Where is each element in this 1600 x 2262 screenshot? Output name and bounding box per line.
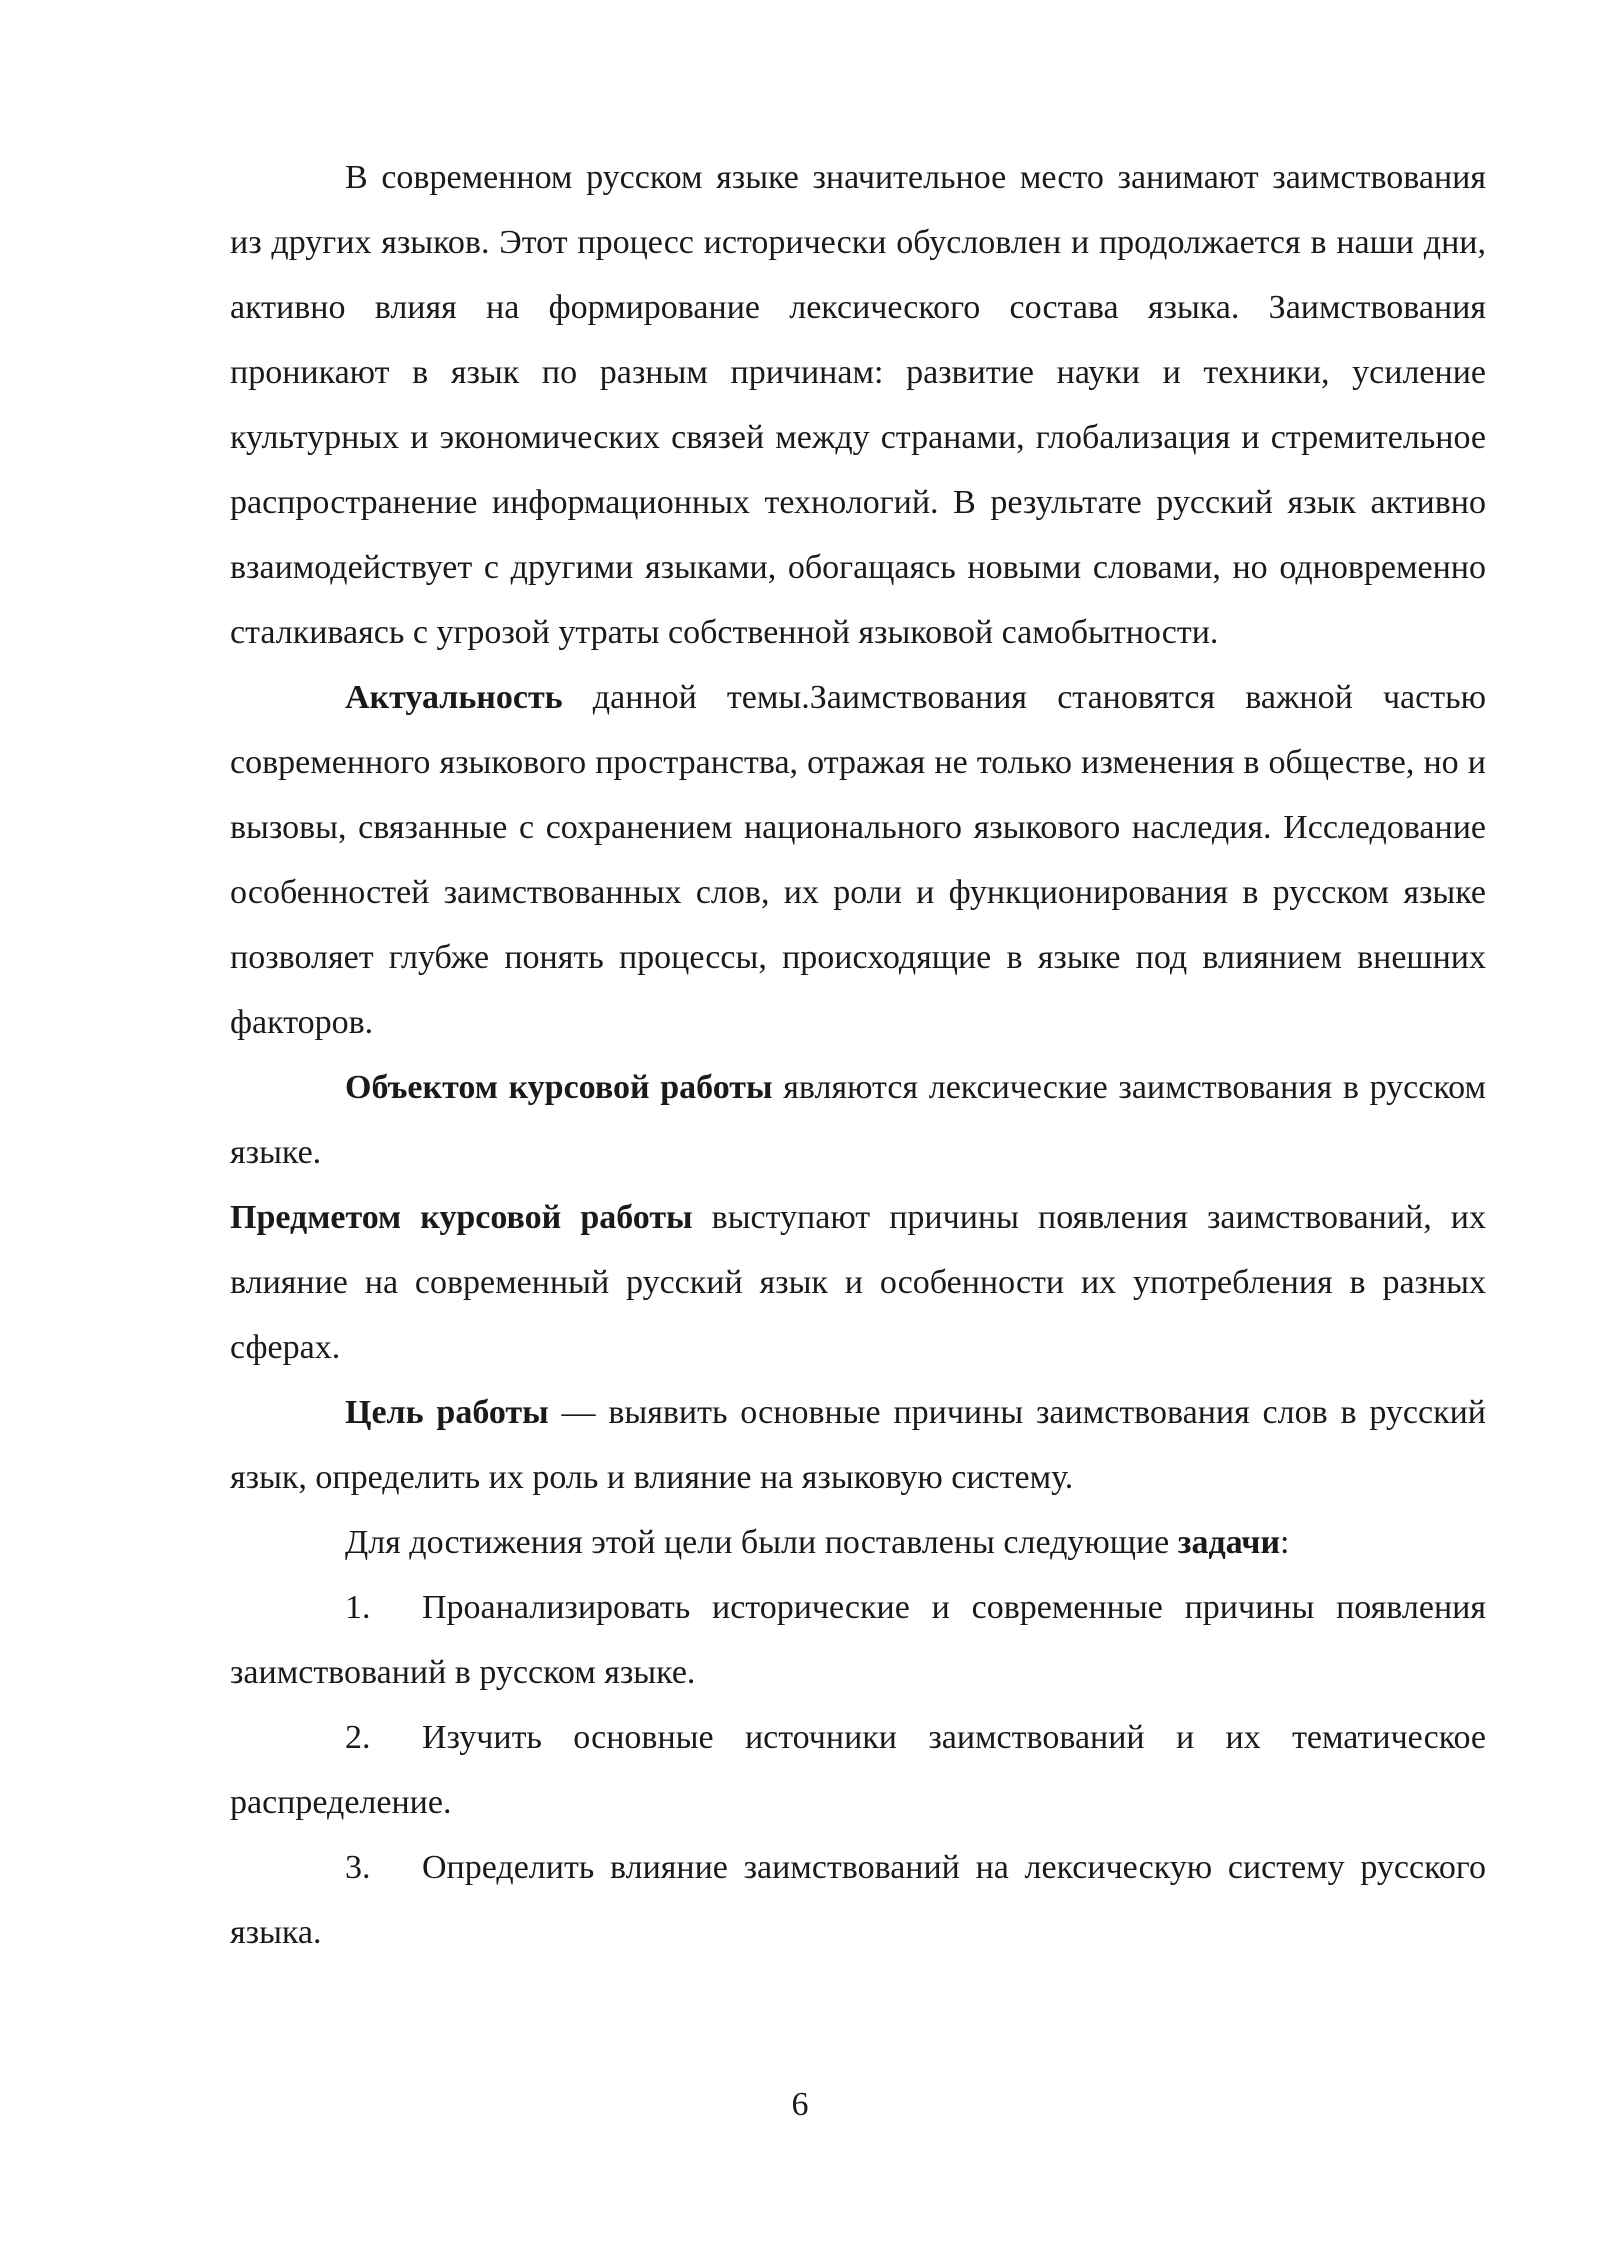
task-item-1 [230,1575,1486,1705]
task-number: 1. [345,1589,371,1626]
relevance-paragraph [230,665,1486,1055]
subject-paragraph [230,1185,1486,1380]
task-number: 2. [345,1719,371,1756]
object-text: являются лексические заимствования в русском языке. [230,1069,1486,1171]
page-number: 6 [791,2086,809,2123]
task-text: Проанализировать исторические и современные причины появления заимствований в русском языке. [230,1589,1486,1691]
tasks-intro-text: Для достижения этой цели были поставлены следующие [345,1524,1178,1561]
task-item-3 [230,1835,1486,1965]
task-number: 3. [345,1849,371,1886]
tasks-heading: задачи [1177,1524,1281,1561]
object-heading: Объектом курсовой работы [345,1069,773,1106]
relevance-text: данной темы.Заимствования становятся важной частью современного языкового пространства, отражая не только изменения в обществе, но и вызовы, связанные с сохранением национального языкового наследия. Исследование особенностей заимствованных слов, их роли и функционирования в русском языке позволяет глубже понять процессы, происходящие в языке под влиянием внешних факторов. [230,679,1486,1041]
object-paragraph [230,1055,1486,1185]
intro-paragraph [230,145,1486,665]
task-text: Изучить основные источники заимствований и их тематическое распределение. [230,1719,1486,1821]
task-text: Определить влияние заимствований на лексическую систему русского языка. [230,1849,1486,1951]
goal-text: — выявить основные причины заимствования слов в русский язык, определить их роль и влияние на языковую систему. [230,1394,1486,1496]
goal-heading: Цель работы [345,1394,549,1431]
tasks-intro-suffix: : [1280,1524,1290,1561]
document-body [230,145,1486,1965]
goal-paragraph [230,1380,1486,1510]
task-item-2 [230,1705,1486,1835]
relevance-heading: Актуальность [345,679,563,716]
tasks-intro-paragraph [230,1510,1486,1575]
intro-text: В современном русском языке значительное место занимают заимствования из других языков. Этот процесс исторически обусловлен и продолжается в наши дни, активно влияя на формирование лексического состава языка. Заимствования проникают в язык по разным причинам: развитие науки и техники, усиление культурных и экономических связей между странами, глобализация и стремительное распространение информационных технологий. В результате русский язык активно взаимодействует с другими языками, обогащаясь новыми словами, но одновременно сталкиваясь с угрозой утраты собственной языковой самобытности. [230,159,1486,651]
subject-text: выступают причины появления заимствований, их влияние на современный русский язык и особенности их употребления в разных сферах. [230,1199,1486,1366]
subject-heading: Предметом курсовой работы [230,1199,693,1236]
